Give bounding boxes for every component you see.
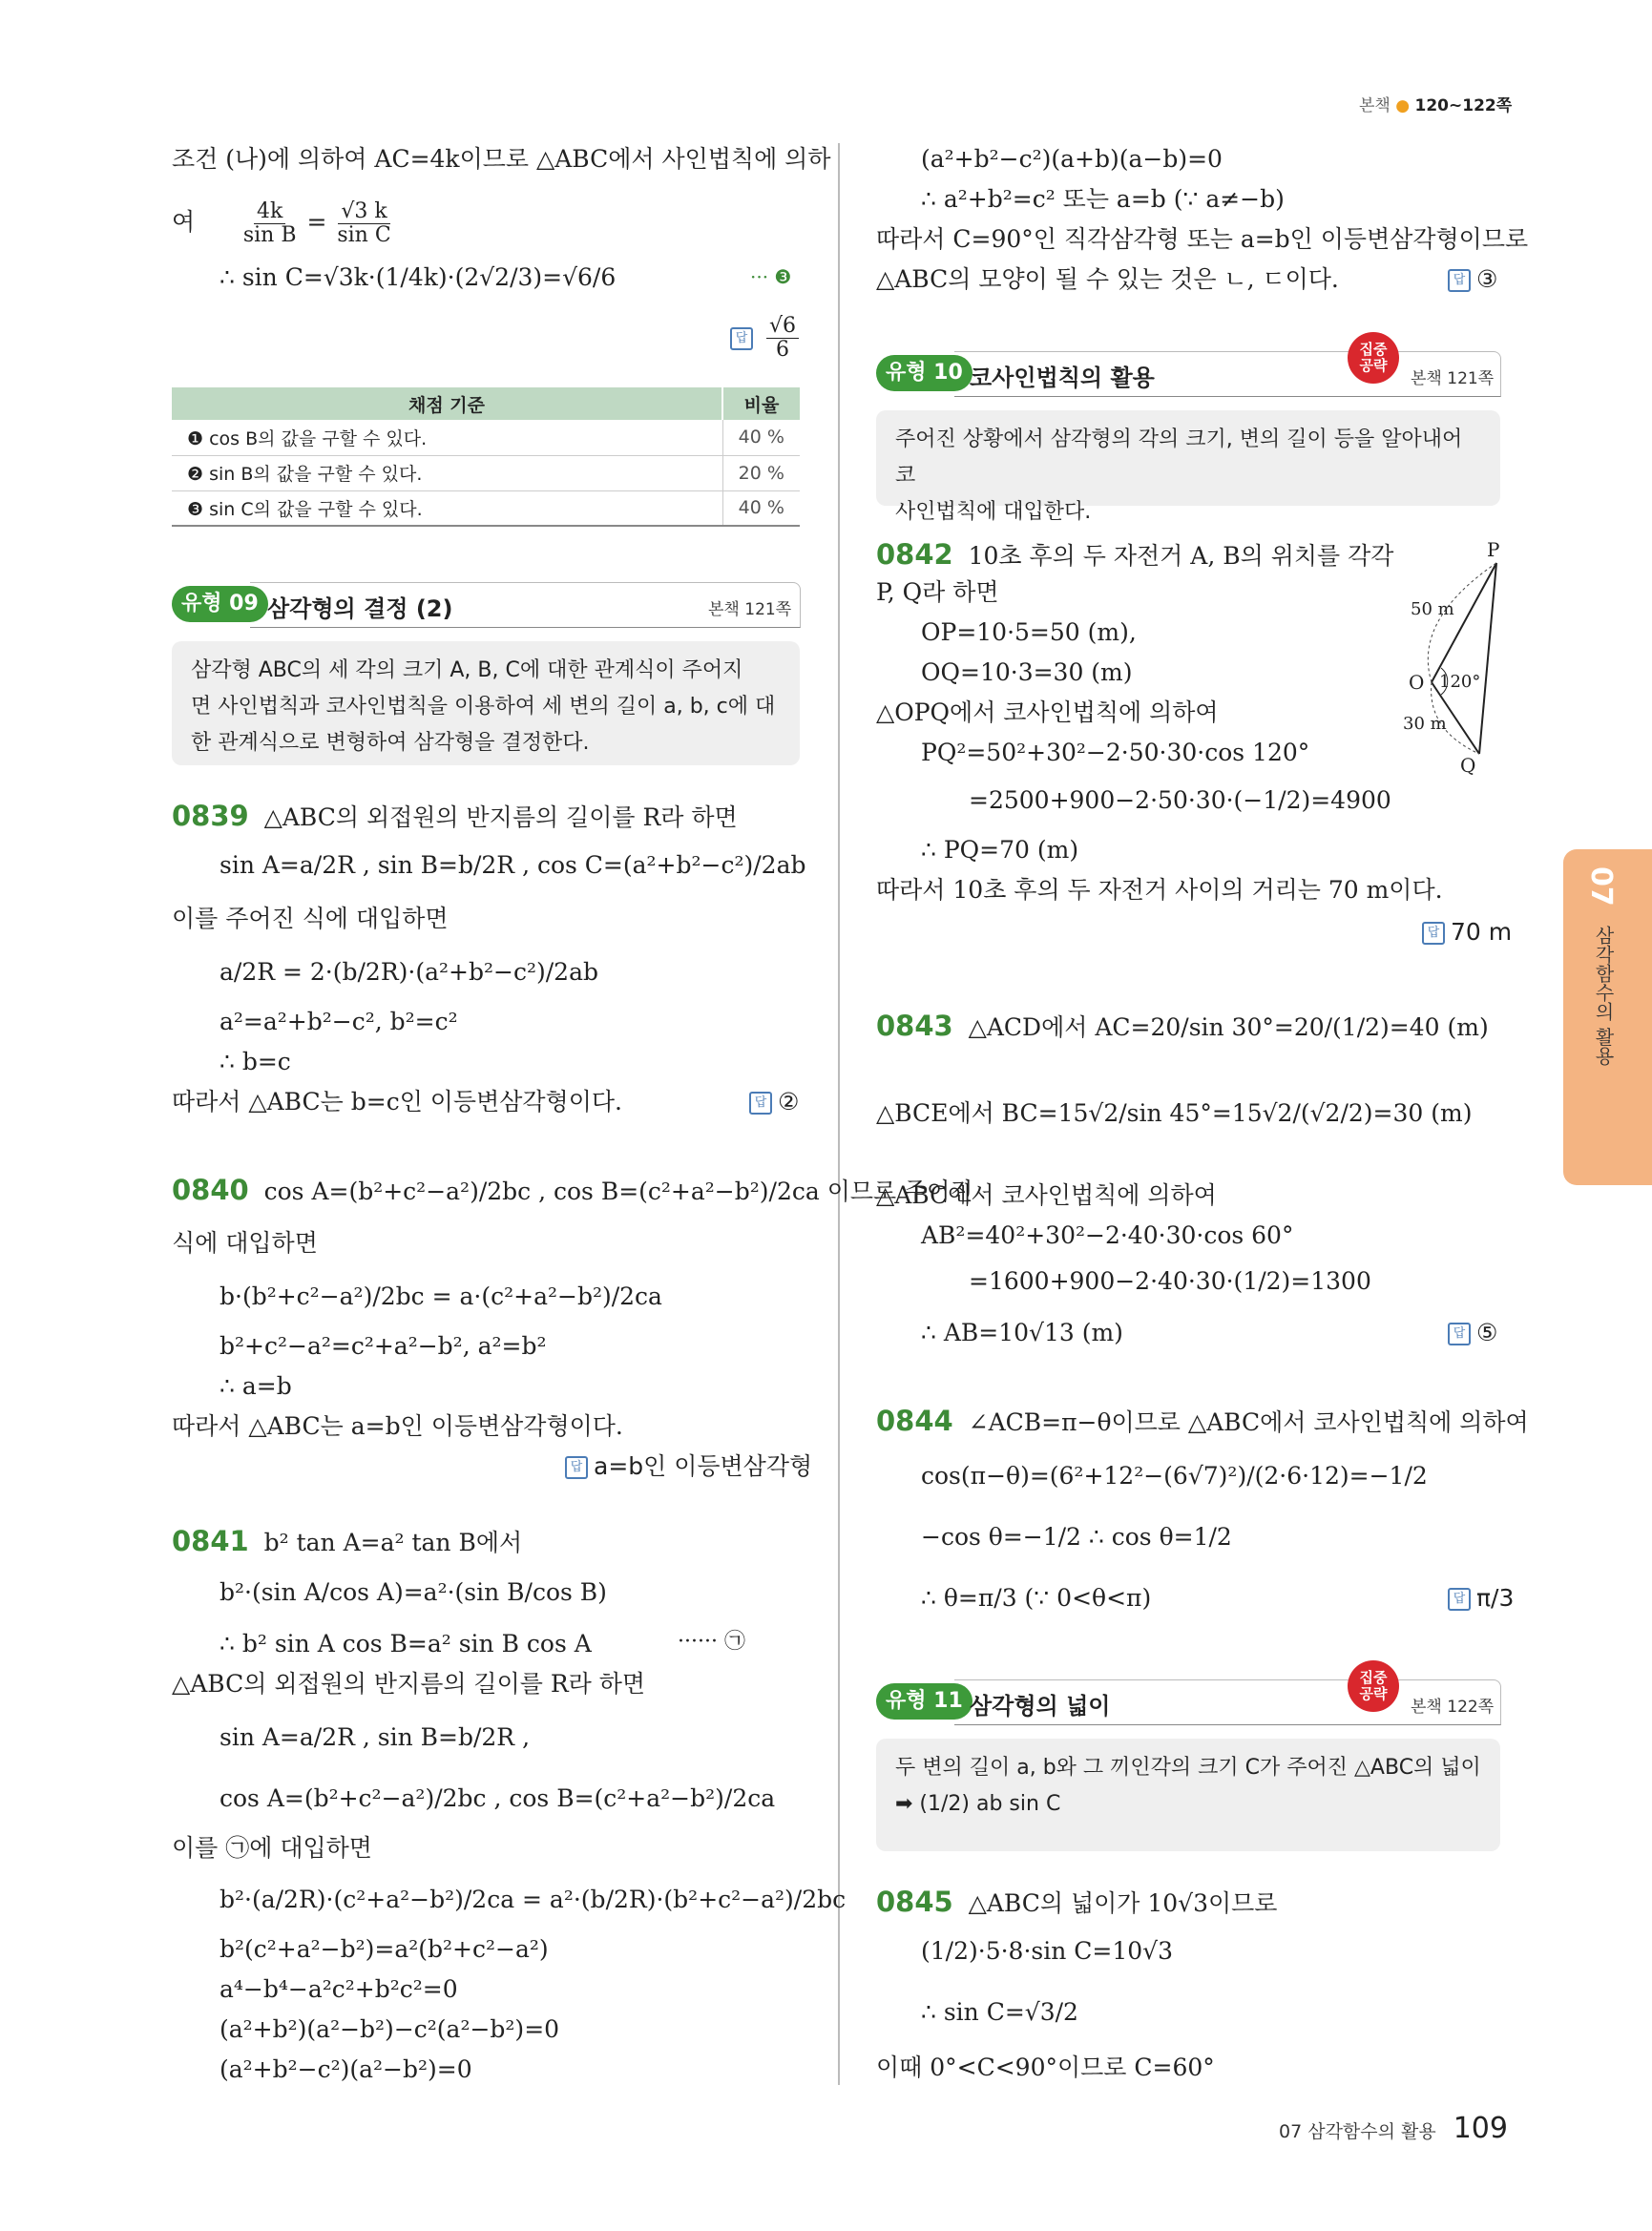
line-0842: OQ=10·3=30 (m) [921,658,1133,686]
problem-number: 0844 [876,1405,953,1437]
chapter-side-tab [1563,849,1652,1185]
line-0841: (a²+b²)(a²−b²)−c²(a²−b²)=0 [220,2015,560,2043]
footer [1279,2112,1508,2145]
line-0841: b²(c²+a²−b²)=a²(b²+c²−a²) [220,1935,549,1963]
problem-0842: 0842 10초 후의 두 자전거 A, B의 위치를 각각 [876,538,1394,571]
left-line-3: ∴ sin C=√3k·(1/4k)·(2√2/3)=√6/6 [220,263,617,291]
problem-0839: 0839 △ABC의 외접원의 반지름의 길이를 R라 하면 [172,800,738,832]
problem-0841: 0841 b² tan A=a² tan B에서 [172,1525,523,1557]
line-0841: sin A=a/2R , sin B=b/2R , [220,1723,531,1751]
fig-label-angle: 120° [1439,672,1481,692]
line-0842: PQ²=50²+30²−2·50·30·cos 120° [921,739,1310,766]
type09-ref: 본책 121쪽 [708,600,792,619]
type11-ref: 본책 122쪽 [1411,1698,1495,1717]
step-mark-3: ··· ❸ [750,265,792,288]
type10-description: 주어진 상황에서 삼각형의 각의 크기, 변의 길이 등을 알아내어 코 사인법칙에 대입한다. [876,410,1500,506]
type09-title: 삼각형의 결정 (2) [267,595,453,622]
fig-label-O: O [1409,671,1425,694]
line-0844: ∴ θ=π/3 (∵ 0<θ<π) [921,1584,1152,1612]
fig-label-P: P [1487,538,1500,561]
type11-title: 삼각형의 넓이 [970,1693,1111,1720]
scoring-table [172,387,800,527]
left-line-1: 조건 (나)에 의하여 AC=4k이므로 △ABC에서 사인법칙에 의하 [172,145,831,173]
line-0841: b²·(a/2R)·(c²+a²−b²)/2ca = a²·(b/2R)·(b²+c²−a²)/2bc [220,1886,847,1913]
problem-number: 0842 [876,538,953,571]
line-0841: (a²+b²−c²)(a²−b²)=0 [220,2055,472,2083]
answer-0843: 답 ⑤ [1448,1319,1497,1347]
problem-0840: 0840 cos A=(b²+c²−a²)/2bc , cos B=(c²+a²−b²)/2ca 이므로 주어진 [172,1174,973,1206]
line-0841: b²·(sin A/cos A)=a²·(sin B/cos B) [220,1578,607,1606]
line-0843: =1600+900−2·40·30·(1/2)=1300 [969,1267,1371,1295]
column-divider [838,143,840,2085]
line-0845: (1/2)·5·8·sin C=10√3 [921,1937,1173,1965]
line-0843: ∴ AB=10√13 (m) [921,1319,1123,1346]
line-0840: 따라서 △ABC는 a=b인 이등변삼각형이다. [172,1412,623,1440]
problem-number: 0839 [172,800,249,832]
cont-line: (a²+b²−c²)(a+b)(a−b)=0 [921,145,1223,173]
problem-number: 0840 [172,1174,249,1206]
left-line-2: 여 $\frac{4k}{\text{sin B}}$ = $\frac{√3 k}{\text{sin C}}$ [172,200,394,247]
fraction-root3k-sinC: $\frac{√3 k}{\text{sin C}}$ [337,199,391,248]
line-0840: b²+c²−a²=c²+a²−b², a²=b² [220,1332,547,1360]
line-0845: 이때 0°<C<90°이므로 C=60° [876,2054,1215,2081]
problem-number: 0845 [876,1886,953,1918]
type09-description: 삼각형 ABC의 세 각의 크기 A, B, C에 대한 관계식이 주어지 면 사인법칙과 코사인법칙을 이용하여 세 변의 길이 a, b, c에 대 한 관계식으로 변형하여 삼각형을 결정한다. [172,641,800,765]
line-0842: △OPQ에서 코사인법칙에 의하여 [876,698,1219,726]
line-0839: sin A=a/2R , sin B=b/2R , cos C=(a²+b²−c²)/2ab [220,851,806,879]
line-0843: △BCE에서 BC=15√2/sin 45°=15√2/(√2/2)=30 (m) [876,1099,1473,1127]
line-0843: △ABC에서 코사인법칙에 의하여 [876,1181,1217,1209]
line-0841: △ABC의 외접원의 반지름의 길이를 R라 하면 [172,1670,646,1698]
line-0840: ∴ a=b [220,1372,292,1400]
line-0839: a²=a²+b²−c², b²=c² [220,1008,458,1035]
line-0842: ∴ PQ=70 (m) [921,836,1079,864]
answer-icon: 답 [730,327,753,350]
table-row: ❶ cos B의 값을 구할 수 있다. 40 % [172,420,800,455]
fig-label-oq: 30 m [1403,714,1447,734]
problem-0844: 0844 ∠ACB=π−θ이므로 △ABC에서 코사인법칙에 의하여 [876,1405,1529,1437]
type10-badge: 유형 10 [876,355,972,391]
cont-line: ∴ a²+b²=c² 또는 a=b (∵ a≠−b) [921,185,1285,213]
table-header: 비율 [743,394,780,416]
type09-badge: 유형 09 [172,586,268,622]
fig-label-Q: Q [1460,754,1476,777]
answer-0839: 답 ② [749,1088,799,1116]
line-0842: =2500+900−2·50·30·(−1/2)=4900 [969,786,1391,814]
answer-0840: 답 a=b인 이등변삼각형 [565,1452,812,1481]
line-0839: a/2R = 2·(b/2R)·(a²+b²−c²)/2ab [220,958,598,986]
line-0842: P, Q라 하면 [876,578,999,606]
header-ref [1359,92,1512,115]
type11-description: 두 변의 길이 a, b와 그 끼인각의 크기 C가 주어진 △ABC의 넓이 ➡ (1/2) ab sin C [876,1739,1500,1851]
problem-0845: 0845 △ABC의 넓이가 10√3이므로 [876,1886,1278,1918]
step-mark-a: ······ ㉠ [678,1630,745,1654]
line-0841: 이를 ㉠에 대입하면 [172,1834,372,1862]
focus-badge: 집중 공략 [1348,1660,1399,1712]
footer-chapter: 07 삼각함수의 활용 [1279,2121,1436,2142]
line-0840: 식에 대입하면 [172,1229,318,1257]
line-0839: 따라서 △ABC는 b=c인 이등변삼각형이다. [172,1088,622,1116]
type11-badge: 유형 11 [876,1683,972,1720]
problem-number: 0841 [172,1525,249,1557]
side-tab-number: 07 [1584,866,1618,907]
line-0839: ∴ b=c [220,1048,291,1075]
type10-title: 코사인법칙의 활용 [970,365,1155,391]
line-0841: ∴ b² sin A cos B=a² sin B cos A [220,1630,592,1658]
focus-badge: 집중 공략 [1348,332,1399,384]
fig-label-op: 50 m [1411,599,1454,619]
line-0844: −cos θ=−1/2 ∴ cos θ=1/2 [921,1523,1232,1551]
table-row: ❸ sin C의 값을 구할 수 있다. 40 % [172,490,800,526]
cont-line: 따라서 C=90°인 직각삼각형 또는 a=b인 이등변삼각형이므로 [876,225,1529,253]
dot-icon: ● [1395,96,1411,115]
answer-1: 답 $\frac{√6}{6}$ [730,315,799,362]
line-0839: 이를 주어진 식에 대입하면 [172,905,449,932]
book-ref-label: 본책 [1359,96,1391,115]
line-0844: cos(π−θ)=(6²+12²−(6√7)²)/(2·6·12)=−1/2 [921,1462,1428,1490]
line-0841: cos A=(b²+c²−a²)/2bc , cos B=(c²+a²−b²)/2ca [220,1784,776,1812]
line-0840: b·(b²+c²−a²)/2bc = a·(c²+a²−b²)/2ca [220,1282,662,1310]
answer-cont: 답 ③ [1448,265,1497,294]
line-0842: 따라서 10초 후의 두 자전거 사이의 거리는 70 m이다. [876,876,1443,904]
side-tab-title: 삼각함수의 활용 [1592,926,1615,1066]
line-0841: a⁴−b⁴−a²c²+b²c²=0 [220,1975,458,2003]
page-range: 120~122쪽 [1414,96,1513,115]
page-number: 109 [1453,2112,1508,2145]
cont-line: △ABC의 모양이 될 수 있는 것은 ㄴ, ㄷ이다. [876,265,1339,293]
line-0842: OP=10·5=50 (m), [921,618,1137,646]
fraction-4k-sinB: $\frac{4k}{\text{sin B}}$ [242,199,297,248]
problem-0843: 0843 △ACD에서 AC=20/sin 30°=20/(1/2)=40 (m) [876,1010,1489,1042]
table-header: 채점 기준 [172,387,722,420]
line-0845: ∴ sin C=√3/2 [921,1998,1078,2026]
problem-number: 0843 [876,1010,953,1042]
triangle-figure [1393,534,1508,782]
answer-0842: 답 70 m [1422,918,1512,947]
table-row: ❷ sin B의 값을 구할 수 있다. 20 % [172,455,800,490]
type10-ref: 본책 121쪽 [1411,369,1495,388]
line-0843: AB²=40²+30²−2·40·30·cos 60° [921,1221,1294,1249]
answer-0844: 답 π/3 [1448,1584,1514,1613]
